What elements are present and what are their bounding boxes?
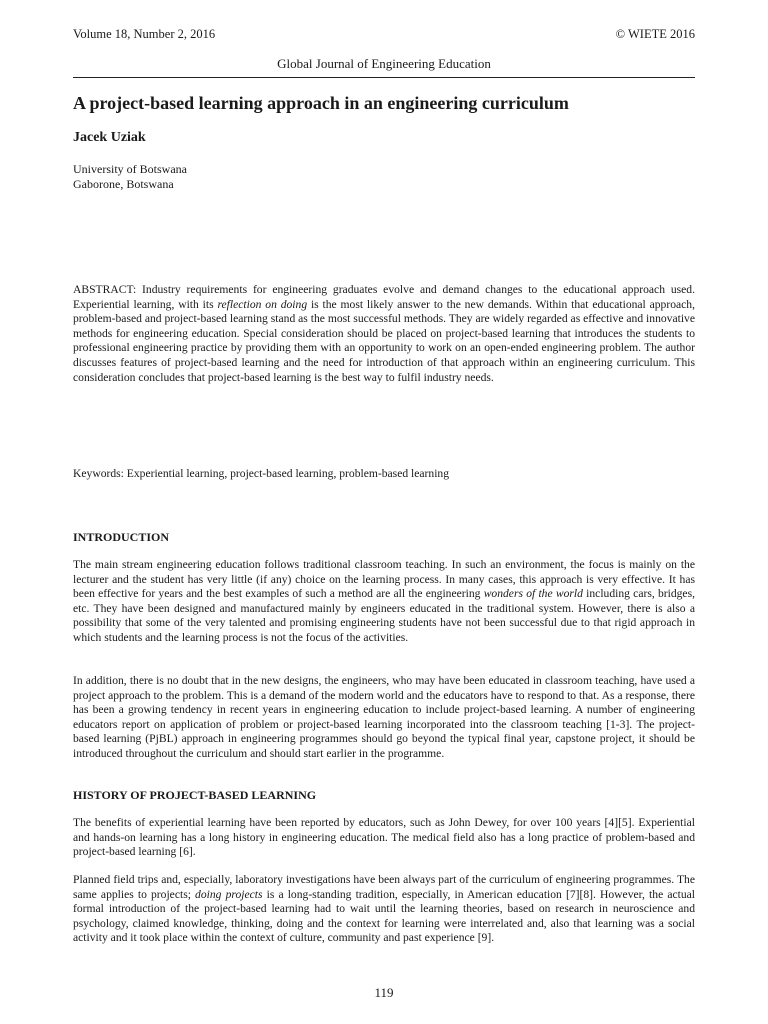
page-number: 119 [374,985,394,1000]
paragraph-text: The main stream engineering education follows traditional classroom teaching. In such an environment, the focus is mainly on the lecturer and the student has very little (if any) choice on the learning process. In many cases, this approach is very effective. It has been effective for years and the best examples of such a method are all the engineering [73,558,695,601]
affiliation [73,162,187,192]
header-rule [73,77,695,78]
abstract-text-1: ABSTRACT: Industry requirements for engineering graduates evolve and demand changes to the educational approach used. Experiential learning, with its [73,283,695,311]
paragraph-history-1: The benefits of experiential learning have been reported by educators, such as John Dewey, for over 100 years [4][5]. Experiential and hands-on learning has a long history in engineering education. The medical field also has a long practice of problem-based and project-based learning [6]. [73,816,695,859]
journal-name: Global Journal of Engineering Education [277,56,491,71]
abstract-text-2: is the most likely answer to the new demands. Within that educational approach, problem-based and project-based learning stand as the most successful methods. They are widely regarded as effective and innovative methods for engineering education. Special consideration should be placed on project-based learning that introduces the students to professional engineering practice by providing them with an opportunity to work on an open-ended engineering problem. The author discusses features of project-based learning and the need for introduction of that approach within an engineering curriculum. This consideration concludes that project-based learning is the best way to fulfil industry needs. [73,297,696,384]
affiliation-location: Gaborone, Botswana [73,177,174,191]
abstract-emphasis: reflection on doing [217,297,308,311]
author-name: Jacek Uziak [73,130,146,145]
paragraph-emphasis: doing projects [195,887,263,901]
article-title: A project-based learning approach in an engineering curriculum [73,93,569,113]
paragraph-history-2 [73,873,695,946]
volume-info: Volume 18, Number 2, 2016 [73,27,216,41]
affiliation-institution: University of Botswana [73,162,187,176]
copyright-notice: © WIETE 2016 [615,27,695,41]
paragraph-intro-2: In addition, there is no doubt that in the new designs, the engineers, who may have been educated in classroom teaching, have used a project approach to the problem. This is a demand of the modern world and the educators have to respond to that. As a response, there has been a growing tendency in recent years in engineering education to include project-based learning. A number of engineering educators report on application of problem or project-based learning incorporated into the classroom teaching [1-3]. The project-based learning (PjBL) approach in engineering programmes should go beyond the typical final year, capstone project, it should be introduced throughout the curriculum and should start earlier in the programme. [73,674,695,760]
paragraph-text: Planned field trips and, especially, laboratory investigations have been always part of the curriculum of engineering programmes. The same applies to projects; [73,873,695,901]
section-heading-introduction: INTRODUCTION [73,530,170,544]
paragraph-emphasis: wonders of the world [483,587,583,601]
keywords: Keywords: Experiential learning, project-based learning, problem-based learning [73,467,450,480]
paper-page [73,0,695,1024]
paragraph-text: including cars, bridges, etc. They have been designed and manufactured mainly by engineers educated in the traditional system. However, there is also a possibility that some of the very talented and promising engineering students have not been successful due to that rigid approach in which students and the learning process is not the focus of the activities. [73,587,695,644]
abstract [73,283,695,385]
section-heading-history: HISTORY OF PROJECT-BASED LEARNING [73,788,317,802]
paragraph-text: is a long-standing tradition, especially, in American education [7][8]. However, the actual formal introduction of the project-based learning had to wait until the learning theories, based on research in neuroscience and psychology, claimed knowledge, thinking, doing and the context for learning were interrelated and, also that learning was a social activity and it took place within the context of culture, community and past experience [9]. [73,887,695,945]
paragraph-intro-1 [73,558,695,646]
